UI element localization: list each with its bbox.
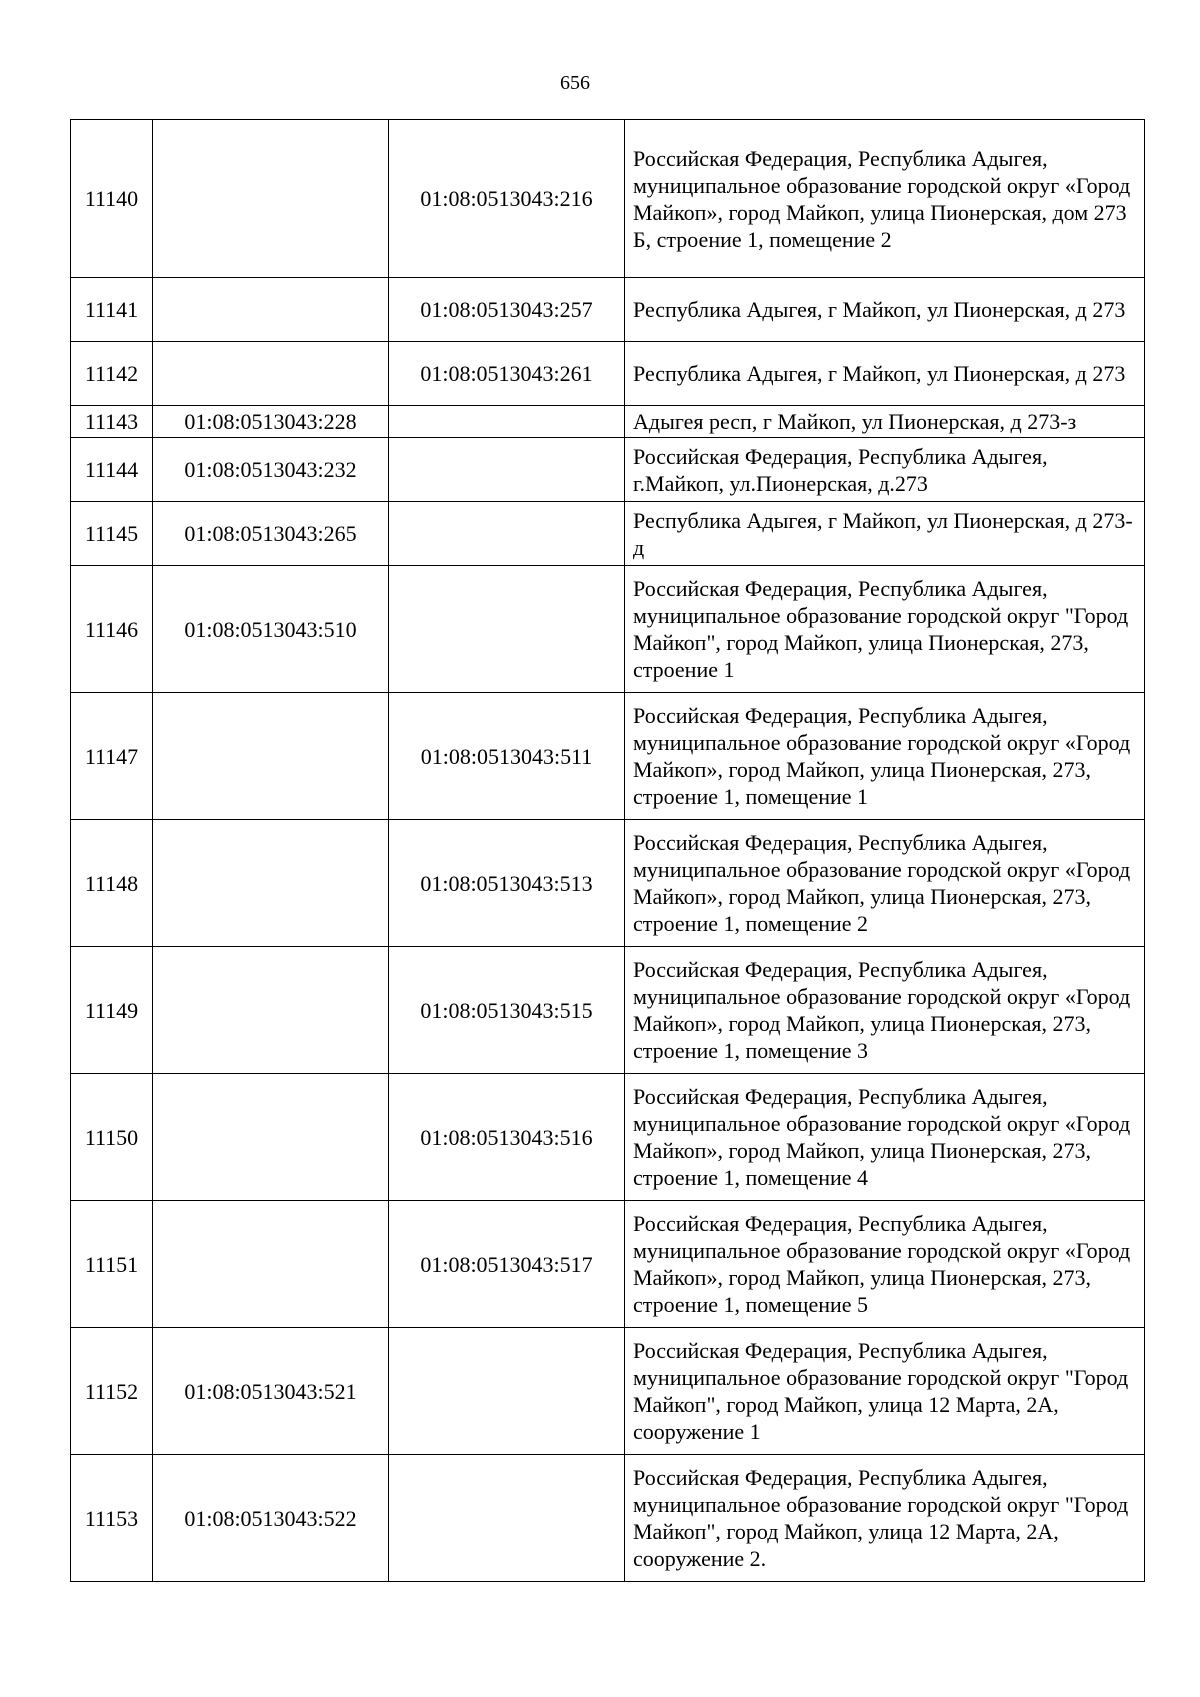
- table-row: [71, 120, 1145, 278]
- row-number: 11153: [71, 1455, 153, 1582]
- row-number: 11151: [71, 1201, 153, 1328]
- table-row: [71, 278, 1145, 342]
- table-row: [71, 438, 1145, 502]
- address-cell: Российская Федерация, Республика Адыгея, муниципальное образование городской округ "Город Майкоп", город Майкоп, улица Пионерская, 273, строение 1: [625, 566, 1145, 693]
- parcel-cadastral-number: [153, 693, 389, 820]
- address-cell: Республика Адыгея, г Майкоп, ул Пионерская, д 273: [625, 342, 1145, 406]
- parcel-cadastral-number: 01:08:0513043:510: [153, 566, 389, 693]
- row-number: 11148: [71, 820, 153, 947]
- parcel-cadastral-number: 01:08:0513043:228: [153, 406, 389, 438]
- row-number: 11150: [71, 1074, 153, 1201]
- object-cadastral-number: 01:08:0513043:513: [389, 820, 625, 947]
- table-row: [71, 693, 1145, 820]
- parcel-cadastral-number: [153, 820, 389, 947]
- address-cell: Российская Федерация, Республика Адыгея, муниципальное образование городской округ «Город Майкоп», город Майкоп, улица Пионерская, 273, строение 1, помещение 2: [625, 820, 1145, 947]
- object-cadastral-number: [389, 502, 625, 566]
- row-number: 11144: [71, 438, 153, 502]
- parcel-cadastral-number: [153, 1201, 389, 1328]
- parcel-cadastral-number: [153, 947, 389, 1074]
- object-cadastral-number: 01:08:0513043:261: [389, 342, 625, 406]
- table-row: [71, 342, 1145, 406]
- property-registry-table: [70, 119, 1145, 1582]
- address-cell: Российская Федерация, Республика Адыгея, муниципальное образование городской округ "Город Майкоп", город Майкоп, улица 12 Марта, 2А, сооружение 1: [625, 1328, 1145, 1455]
- table-row: [71, 1201, 1145, 1328]
- address-cell: Российская Федерация, Республика Адыгея, муниципальное образование городской округ «Город Майкоп», город Майкоп, улица Пионерская, 273, строение 1, помещение 1: [625, 693, 1145, 820]
- table-row: [71, 1074, 1145, 1201]
- object-cadastral-number: 01:08:0513043:216: [389, 120, 625, 278]
- address-cell: Республика Адыгея, г Майкоп, ул Пионерская, д 273: [625, 278, 1145, 342]
- address-cell: Адыгея респ, г Майкоп, ул Пионерская, д 273-з: [625, 406, 1145, 438]
- object-cadastral-number: 01:08:0513043:516: [389, 1074, 625, 1201]
- table-row: [71, 406, 1145, 438]
- parcel-cadastral-number: 01:08:0513043:522: [153, 1455, 389, 1582]
- object-cadastral-number: [389, 1328, 625, 1455]
- row-number: 11140: [71, 120, 153, 278]
- parcel-cadastral-number: 01:08:0513043:265: [153, 502, 389, 566]
- address-cell: Российская Федерация, Республика Адыгея, муниципальное образование городской округ «Город Майкоп», город Майкоп, улица Пионерская, 273, строение 1, помещение 5: [625, 1201, 1145, 1328]
- parcel-cadastral-number: [153, 278, 389, 342]
- row-number: 11149: [71, 947, 153, 1074]
- row-number: 11147: [71, 693, 153, 820]
- parcel-cadastral-number: 01:08:0513043:521: [153, 1328, 389, 1455]
- parcel-cadastral-number: [153, 1074, 389, 1201]
- table-row: [71, 820, 1145, 947]
- table-row: [71, 502, 1145, 566]
- object-cadastral-number: [389, 406, 625, 438]
- row-number: 11141: [71, 278, 153, 342]
- address-cell: Российская Федерация, Республика Адыгея, муниципальное образование городской округ "Город Майкоп", город Майкоп, улица 12 Марта, 2А, сооружение 2.: [625, 1455, 1145, 1582]
- row-number: 11143: [71, 406, 153, 438]
- object-cadastral-number: 01:08:0513043:515: [389, 947, 625, 1074]
- row-number: 11145: [71, 502, 153, 566]
- parcel-cadastral-number: [153, 120, 389, 278]
- object-cadastral-number: 01:08:0513043:511: [389, 693, 625, 820]
- address-cell: Российская Федерация, Республика Адыгея, муниципальное образование городской округ «Город Майкоп», город Майкоп, улица Пионерская, дом 273 Б, строение 1, помещение 2: [625, 120, 1145, 278]
- page-number: 656: [560, 72, 590, 94]
- parcel-cadastral-number: [153, 342, 389, 406]
- object-cadastral-number: 01:08:0513043:257: [389, 278, 625, 342]
- object-cadastral-number: 01:08:0513043:517: [389, 1201, 625, 1328]
- parcel-cadastral-number: 01:08:0513043:232: [153, 438, 389, 502]
- row-number: 11146: [71, 566, 153, 693]
- table-row: [71, 566, 1145, 693]
- table-row: [71, 1328, 1145, 1455]
- object-cadastral-number: [389, 566, 625, 693]
- address-cell: Российская Федерация, Республика Адыгея, г.Майкоп, ул.Пионерская, д.273: [625, 438, 1145, 502]
- row-number: 11152: [71, 1328, 153, 1455]
- table-row: [71, 1455, 1145, 1582]
- address-cell: Российская Федерация, Республика Адыгея, муниципальное образование городской округ «Город Майкоп», город Майкоп, улица Пионерская, 273, строение 1, помещение 3: [625, 947, 1145, 1074]
- object-cadastral-number: [389, 438, 625, 502]
- table-row: [71, 947, 1145, 1074]
- address-cell: Российская Федерация, Республика Адыгея, муниципальное образование городской округ «Город Майкоп», город Майкоп, улица Пионерская, 273, строение 1, помещение 4: [625, 1074, 1145, 1201]
- row-number: 11142: [71, 342, 153, 406]
- address-cell: Республика Адыгея, г Майкоп, ул Пионерская, д 273-д: [625, 502, 1145, 566]
- object-cadastral-number: [389, 1455, 625, 1582]
